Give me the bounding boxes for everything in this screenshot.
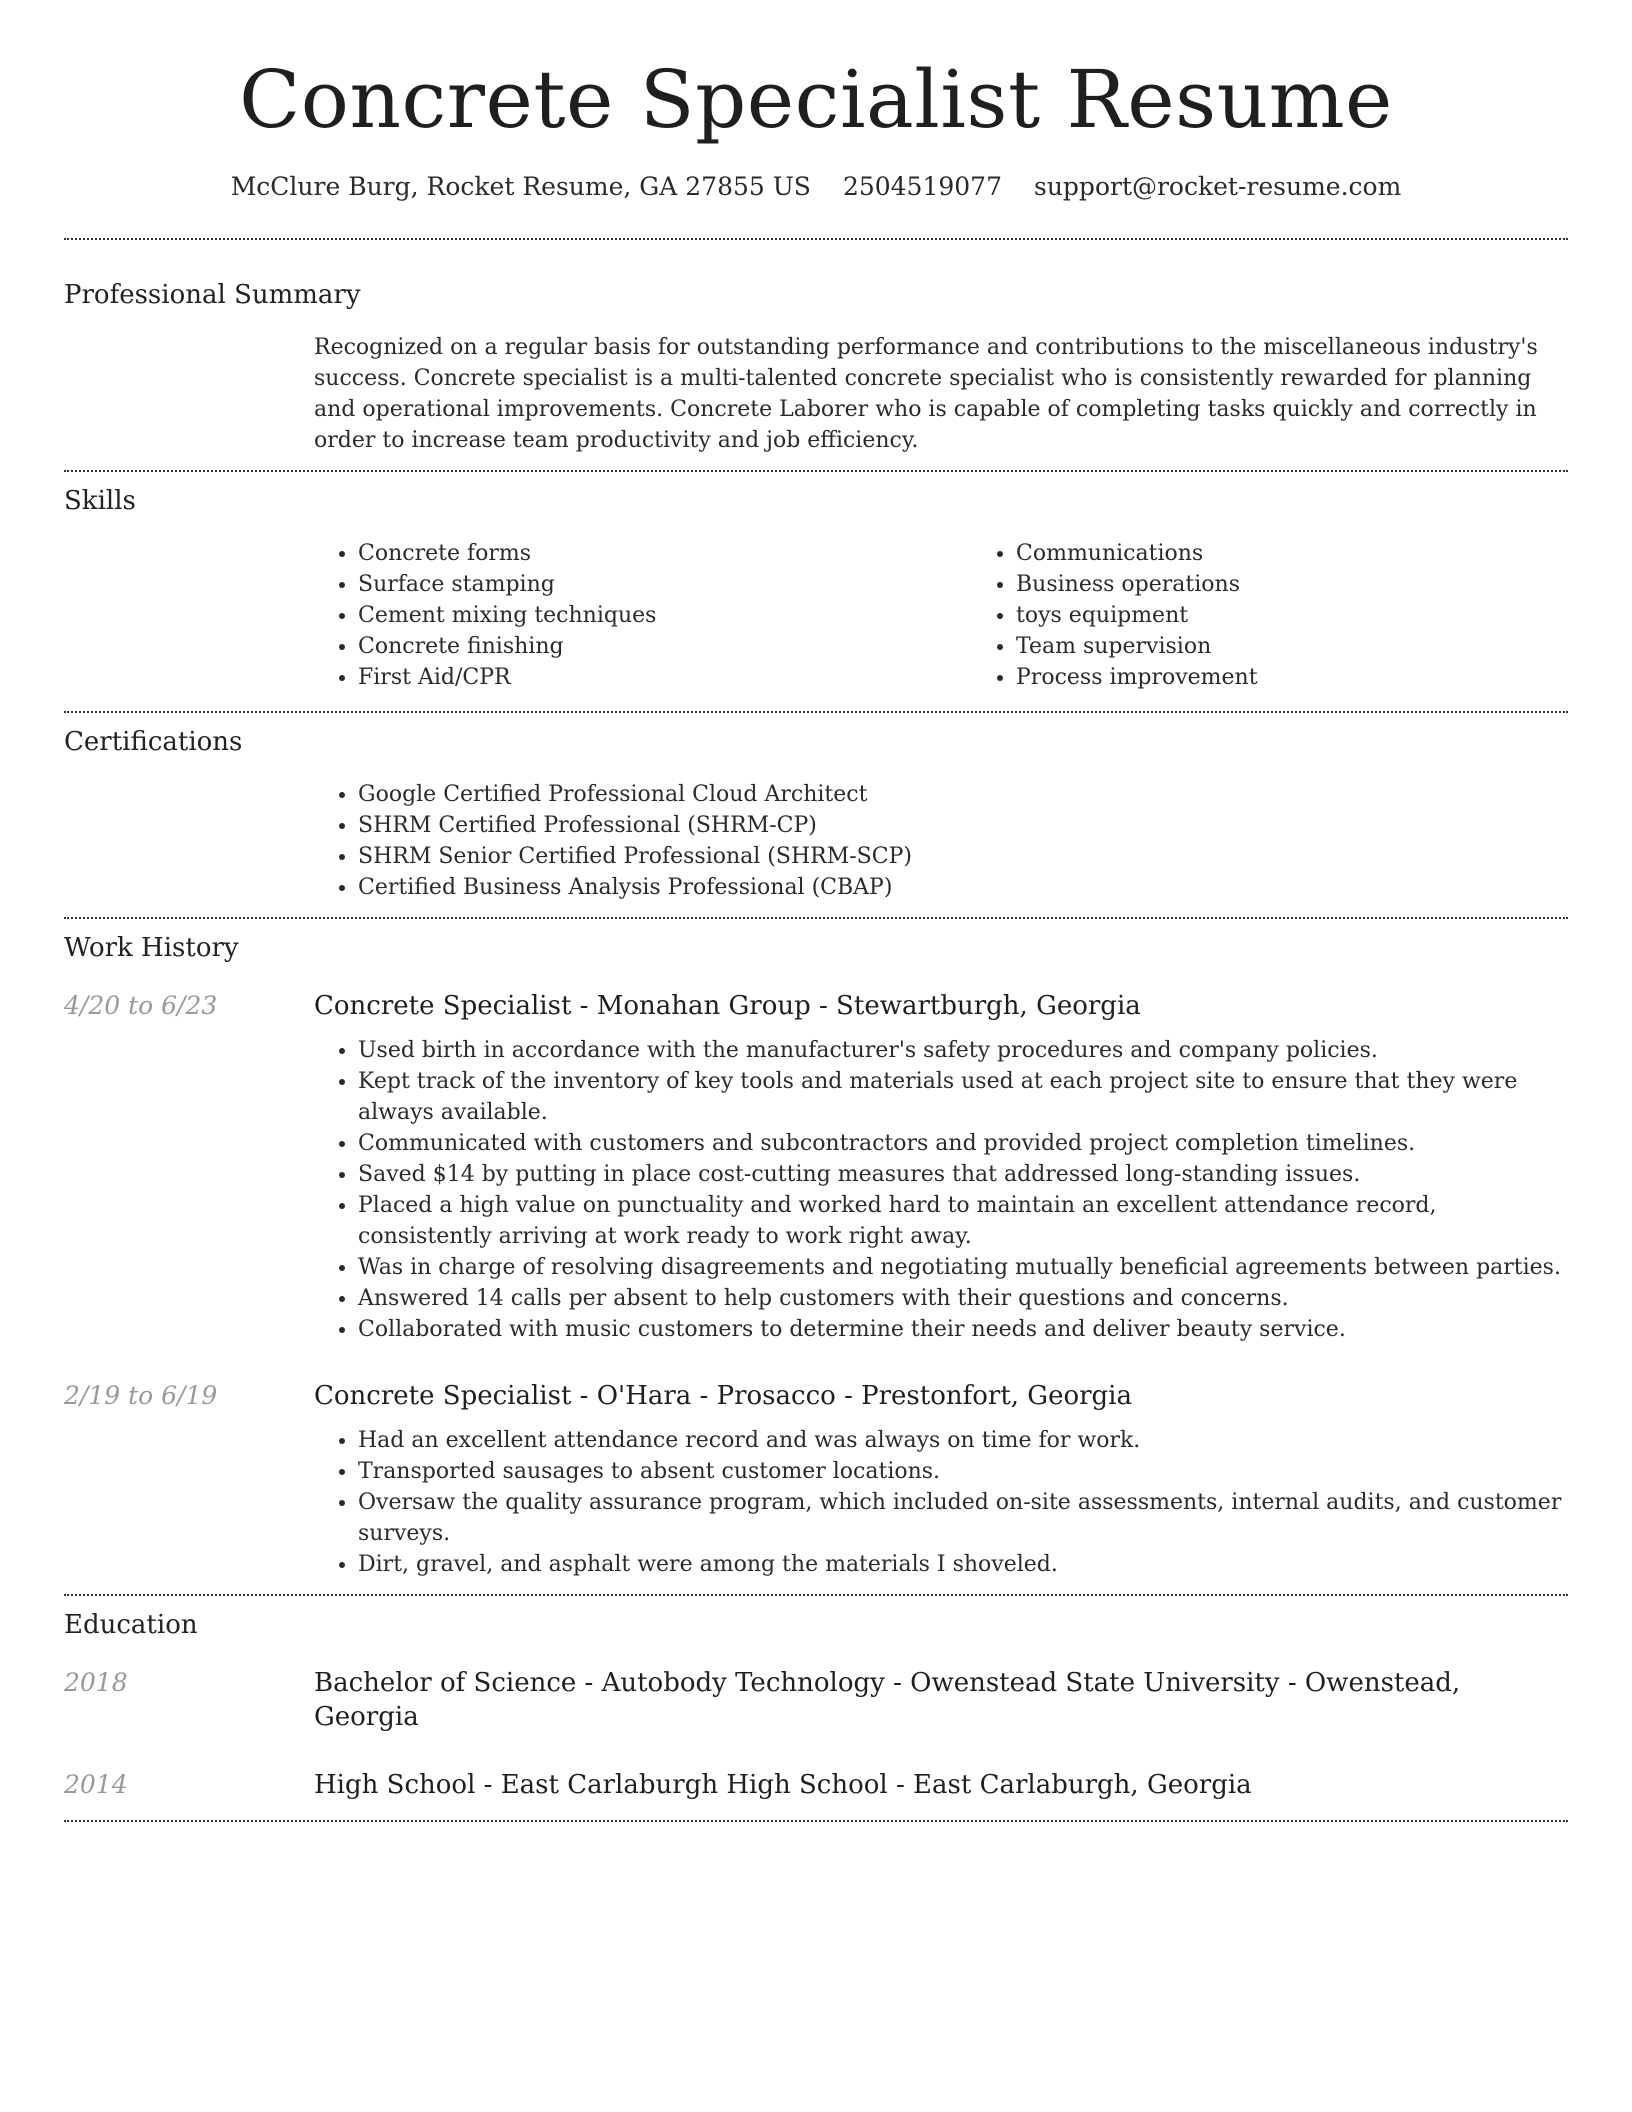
education-year: 2018 bbox=[64, 1668, 128, 1697]
skill-item: • Communications bbox=[1016, 538, 1630, 569]
skills-grid bbox=[314, 538, 1568, 693]
job-bullet: • Had an excellent attendance record and was always on time for work. bbox=[358, 1425, 1568, 1456]
education-entry bbox=[64, 1768, 1568, 1802]
education-text: Bachelor of Science - Autobody Technology - Owenstead State University - Owenstead, Georgia bbox=[314, 1668, 1461, 1732]
skill-item: • Concrete forms bbox=[358, 538, 972, 569]
skill-item: • Concrete finishing bbox=[358, 631, 972, 662]
education-heading: Education bbox=[64, 1610, 198, 1640]
skill-item: • First Aid/CPR bbox=[358, 662, 972, 693]
education-text: High School - East Carlaburgh High School - East Carlaburgh, Georgia bbox=[314, 1770, 1252, 1800]
job-bullet: • Was in charge of resolving disagreements and negotiating mutually beneficial agreements between parties. bbox=[358, 1252, 1568, 1283]
contact-email: support@rocket-resume.com bbox=[1034, 172, 1402, 201]
work-history-section bbox=[0, 919, 1632, 1580]
education-section bbox=[0, 1596, 1632, 1802]
skill-item: • Business operations bbox=[1016, 569, 1630, 600]
job-bullet: • Transported sausages to absent customer locations. bbox=[358, 1456, 1568, 1487]
job-bullet: • Dirt, gravel, and asphalt were among the materials I shoveled. bbox=[358, 1549, 1568, 1580]
skill-item: • Surface stamping bbox=[358, 569, 972, 600]
education-entry bbox=[64, 1666, 1568, 1734]
job-bullet: • Used birth in accordance with the manufacturer's safety procedures and company policies. bbox=[358, 1035, 1568, 1066]
skill-item: • Cement mixing techniques bbox=[358, 600, 972, 631]
job-bullet: • Placed a high value on punctuality and worked hard to maintain an excellent attendance record, consistently arriving at work ready to work right away. bbox=[358, 1190, 1568, 1252]
certifications-section bbox=[0, 713, 1632, 903]
resume-header bbox=[0, 0, 1632, 204]
certification-item: • SHRM Senior Certified Professional (SHRM-SCP) bbox=[358, 841, 1568, 872]
job-bullet: • Kept track of the inventory of key tools and materials used at each project site to ensure that they were always available. bbox=[358, 1066, 1568, 1128]
contact-line bbox=[0, 170, 1632, 204]
certifications-list-wrap bbox=[314, 779, 1568, 903]
contact-phone: 2504519077 bbox=[842, 172, 1002, 201]
job-title: Concrete Specialist - O'Hara - Prosacco - Prestonfort, Georgia bbox=[314, 1381, 1132, 1411]
certification-item: • Google Certified Professional Cloud Architect bbox=[358, 779, 1568, 810]
certifications-heading: Certifications bbox=[64, 727, 243, 757]
summary-section bbox=[0, 240, 1632, 456]
resume-title: Concrete Specialist Resume bbox=[239, 53, 1393, 146]
skills-heading: Skills bbox=[64, 486, 136, 516]
job-header bbox=[64, 1379, 1568, 1413]
summary-heading: Professional Summary bbox=[64, 280, 361, 310]
skill-item: • toys equipment bbox=[1016, 600, 1630, 631]
job-bullet: • Answered 14 calls per absent to help customers with their questions and concerns. bbox=[358, 1283, 1568, 1314]
job-header bbox=[64, 989, 1568, 1023]
skills-section bbox=[0, 472, 1632, 693]
job-bullet: • Oversaw the quality assurance program, which included on-site assessments, internal audits, and customer surveys. bbox=[358, 1487, 1568, 1549]
job-entry bbox=[64, 989, 1568, 1345]
certification-item: • SHRM Certified Professional (SHRM-CP) bbox=[358, 810, 1568, 841]
work-history-heading: Work History bbox=[64, 933, 239, 963]
job-bullets bbox=[314, 1425, 1568, 1580]
education-year: 2014 bbox=[64, 1770, 128, 1799]
certification-item: • Certified Business Analysis Professional (CBAP) bbox=[358, 872, 1568, 903]
certifications-list bbox=[314, 779, 1568, 903]
job-title: Concrete Specialist - Monahan Group - Stewartburgh, Georgia bbox=[314, 991, 1141, 1021]
skill-item: • Process improvement bbox=[1016, 662, 1630, 693]
job-entry bbox=[64, 1379, 1568, 1580]
job-dates: 2/19 to 6/19 bbox=[64, 1381, 218, 1410]
contact-address: McClure Burg, Rocket Resume, GA 27855 US bbox=[230, 172, 811, 201]
job-bullet: • Collaborated with music customers to determine their needs and deliver beauty service. bbox=[358, 1314, 1568, 1345]
job-bullet: • Saved $14 by putting in place cost-cutting measures that addressed long-standing issues. bbox=[358, 1159, 1568, 1190]
job-dates: 4/20 to 6/23 bbox=[64, 991, 218, 1020]
divider bbox=[64, 1820, 1568, 1822]
job-bullet: • Communicated with customers and subcontractors and provided project completion timelines. bbox=[358, 1128, 1568, 1159]
skill-item: • Team supervision bbox=[1016, 631, 1630, 662]
skills-list-right bbox=[972, 538, 1630, 693]
skills-list-left bbox=[314, 538, 972, 693]
summary-text: Recognized on a regular basis for outstanding performance and contributions to the miscellaneous industry's success. Concrete specialist is a multi-talented concrete specialist who is consistently rewarded for planning and operational improvements. Concrete Laborer who is capable of completing tasks quickly and correctly in order to increase team productivity and job efficiency. bbox=[314, 335, 1538, 453]
job-bullets bbox=[314, 1035, 1568, 1345]
